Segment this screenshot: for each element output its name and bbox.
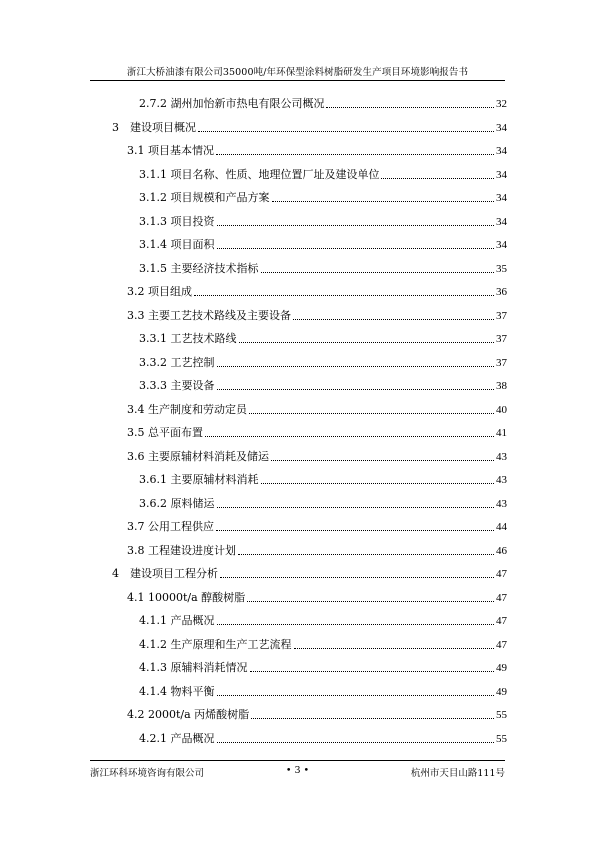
toc-entry[interactable] (139, 97, 507, 111)
footer-page-number: • 3 • (285, 765, 310, 776)
toc-entry-page: 47 (496, 568, 507, 580)
toc-dot-leader (238, 554, 494, 555)
toc-entry-page: 38 (496, 380, 507, 392)
toc-dot-leader (216, 154, 494, 155)
toc-entry-title: 4.1 10000t/a 醇酸树脂 (127, 590, 246, 604)
toc-entry-page: 32 (496, 98, 507, 110)
toc-dot-leader (217, 366, 495, 367)
toc-entry-title: 3.1 项目基本情况 (127, 144, 214, 157)
toc-entry-title: 3.6.2 原料储运 (139, 496, 215, 510)
toc-entry-title: 3.8 工程建设进度计划 (127, 543, 236, 557)
toc-entry[interactable] (139, 661, 507, 675)
footer-company: 浙江环科环境咨询有限公司 (90, 768, 205, 779)
toc-entry-title: 3.1.4 项目面积 (139, 238, 215, 251)
toc-dot-leader (239, 342, 495, 343)
toc-entry-title: 2.7.2 湖州加怡新市热电有限公司概况 (139, 97, 325, 110)
toc-entry-page: 34 (496, 168, 507, 181)
toc-entry-page: 34 (496, 121, 507, 134)
toc-entry-title: 4.2.1 产品概况 (139, 731, 215, 745)
header-rule (90, 80, 505, 81)
toc-entry[interactable] (139, 379, 507, 393)
toc-entry[interactable] (127, 309, 507, 323)
footer-address: 杭州市天目山路111号 (410, 768, 505, 779)
toc-dot-leader (217, 225, 495, 226)
toc-entry-page: 37 (496, 309, 507, 322)
toc-entry-title: 3.1.2 项目规模和产品方案 (139, 191, 270, 204)
toc-entry-title: 3.3.1 工艺技术路线 (139, 332, 237, 345)
toc-entry-title: 4.1.3 原辅料消耗情况 (139, 661, 248, 674)
toc-dot-leader (198, 131, 494, 132)
toc-dot-leader (326, 107, 494, 108)
toc-dot-leader (217, 742, 495, 743)
toc-dot-leader (247, 601, 494, 602)
toc-dot-leader (261, 272, 495, 273)
toc-entry[interactable] (127, 285, 507, 299)
toc-entry[interactable] (127, 708, 507, 722)
toc-entry-page: 40 (496, 403, 507, 416)
toc-entry-page: 43 (496, 450, 507, 463)
toc-entry-page: 36 (496, 286, 507, 298)
toc-entry-page: 34 (496, 215, 507, 228)
toc-entry[interactable] (139, 473, 507, 487)
toc-entry-page: 34 (496, 239, 507, 251)
toc-entry-title: 3.3.2 工艺控制 (139, 355, 215, 369)
toc-dot-leader (381, 178, 494, 179)
toc-dot-leader (205, 436, 494, 437)
toc-dot-leader (217, 248, 495, 249)
toc-dot-leader (272, 201, 495, 202)
toc-entry-page: 37 (496, 333, 507, 345)
toc-entry-page: 55 (496, 732, 507, 745)
toc-entry[interactable] (112, 121, 507, 135)
toc-entry[interactable] (139, 732, 507, 746)
toc-dot-leader (250, 671, 495, 672)
toc-entry-title: 3.6 主要原辅材料消耗及储运 (127, 449, 269, 463)
toc-dot-leader (271, 460, 494, 461)
toc-dot-leader (194, 295, 494, 296)
toc-entry[interactable] (139, 614, 507, 628)
toc-entry[interactable] (127, 403, 507, 417)
toc-entry[interactable] (112, 567, 507, 581)
toc-entry[interactable] (127, 426, 507, 440)
toc-entry-page: 34 (496, 145, 507, 157)
toc-entry[interactable] (139, 638, 507, 652)
toc-dot-leader (251, 718, 494, 719)
toc-entry[interactable] (139, 191, 507, 205)
toc-entry-page: 46 (496, 544, 507, 557)
footer-rule (90, 760, 505, 761)
toc-entry[interactable] (139, 497, 507, 511)
toc-entry-page: 44 (496, 521, 507, 533)
toc-entry[interactable] (127, 144, 507, 158)
toc-dot-leader (249, 413, 494, 414)
toc-dot-leader (294, 648, 495, 649)
toc-entry-title: 4.1.1 产品概况 (139, 614, 215, 627)
toc-dot-leader (217, 695, 495, 696)
toc-entry[interactable] (127, 450, 507, 464)
toc-entry-page: 47 (496, 591, 507, 604)
toc-entry-page: 47 (496, 615, 507, 627)
toc-entry-title: 3.1.5 主要经济技术指标 (139, 261, 259, 275)
toc-entry-title: 3 建设项目概况 (112, 120, 196, 134)
toc-entry[interactable] (139, 332, 507, 346)
toc-dot-leader (217, 624, 495, 625)
toc-entry[interactable] (139, 168, 507, 182)
running-header: 浙江大桥油漆有限公司35000吨/年环保型涂料树脂研发生产项目环境影响报告书 (126, 67, 469, 78)
toc-entry-title: 3.4 生产制度和劳动定员 (127, 402, 247, 416)
toc-entry-title: 3.7 公用工程供应 (127, 520, 214, 533)
toc-entry[interactable] (139, 215, 507, 229)
toc-entry-page: 37 (496, 356, 507, 369)
toc-entry-page: 34 (496, 192, 507, 204)
toc-entry-title: 4.1.2 生产原理和生产工艺流程 (139, 637, 292, 651)
toc-entry[interactable] (139, 238, 507, 252)
toc-entry-title: 4.1.4 物料平衡 (139, 684, 215, 698)
toc-entry[interactable] (139, 356, 507, 370)
toc-entry-title: 3.2 项目组成 (127, 285, 192, 298)
toc-entry-title: 3.3.3 主要设备 (139, 379, 215, 392)
toc-dot-leader (217, 507, 495, 508)
toc-entry[interactable] (139, 262, 507, 276)
toc-dot-leader (220, 577, 494, 578)
toc-entry-page: 49 (496, 662, 507, 674)
toc-entry-page: 47 (496, 638, 507, 651)
toc-entry-title: 3.3 主要工艺技术路线及主要设备 (127, 308, 291, 322)
toc-entry-page: 43 (496, 474, 507, 486)
toc-entry[interactable] (127, 544, 507, 558)
toc-entry[interactable] (127, 520, 507, 534)
toc-entry-page: 49 (496, 685, 507, 698)
toc-entry-title: 4.2 2000t/a 丙烯酸树脂 (127, 708, 250, 721)
toc-entry[interactable] (139, 685, 507, 699)
toc-entry-title: 3.6.1 主要原辅材料消耗 (139, 473, 259, 486)
toc-dot-leader (293, 319, 494, 320)
toc-entry-page: 55 (496, 709, 507, 721)
toc-entry-title: 4 建设项目工程分析 (112, 567, 218, 580)
toc-entry-title: 3.1.1 项目名称、性质、地理位置厂址及建设单位 (139, 167, 380, 181)
toc-entry[interactable] (127, 591, 507, 605)
toc-entry-title: 3.1.3 项目投资 (139, 214, 215, 228)
toc-entry-title: 3.5 总平面布置 (127, 426, 203, 439)
toc-dot-leader (261, 483, 495, 484)
toc-entry-page: 41 (496, 427, 507, 439)
toc-entry-page: 43 (496, 497, 507, 510)
toc-dot-leader (217, 389, 495, 390)
toc-entry-page: 35 (496, 262, 507, 275)
toc-dot-leader (216, 530, 494, 531)
